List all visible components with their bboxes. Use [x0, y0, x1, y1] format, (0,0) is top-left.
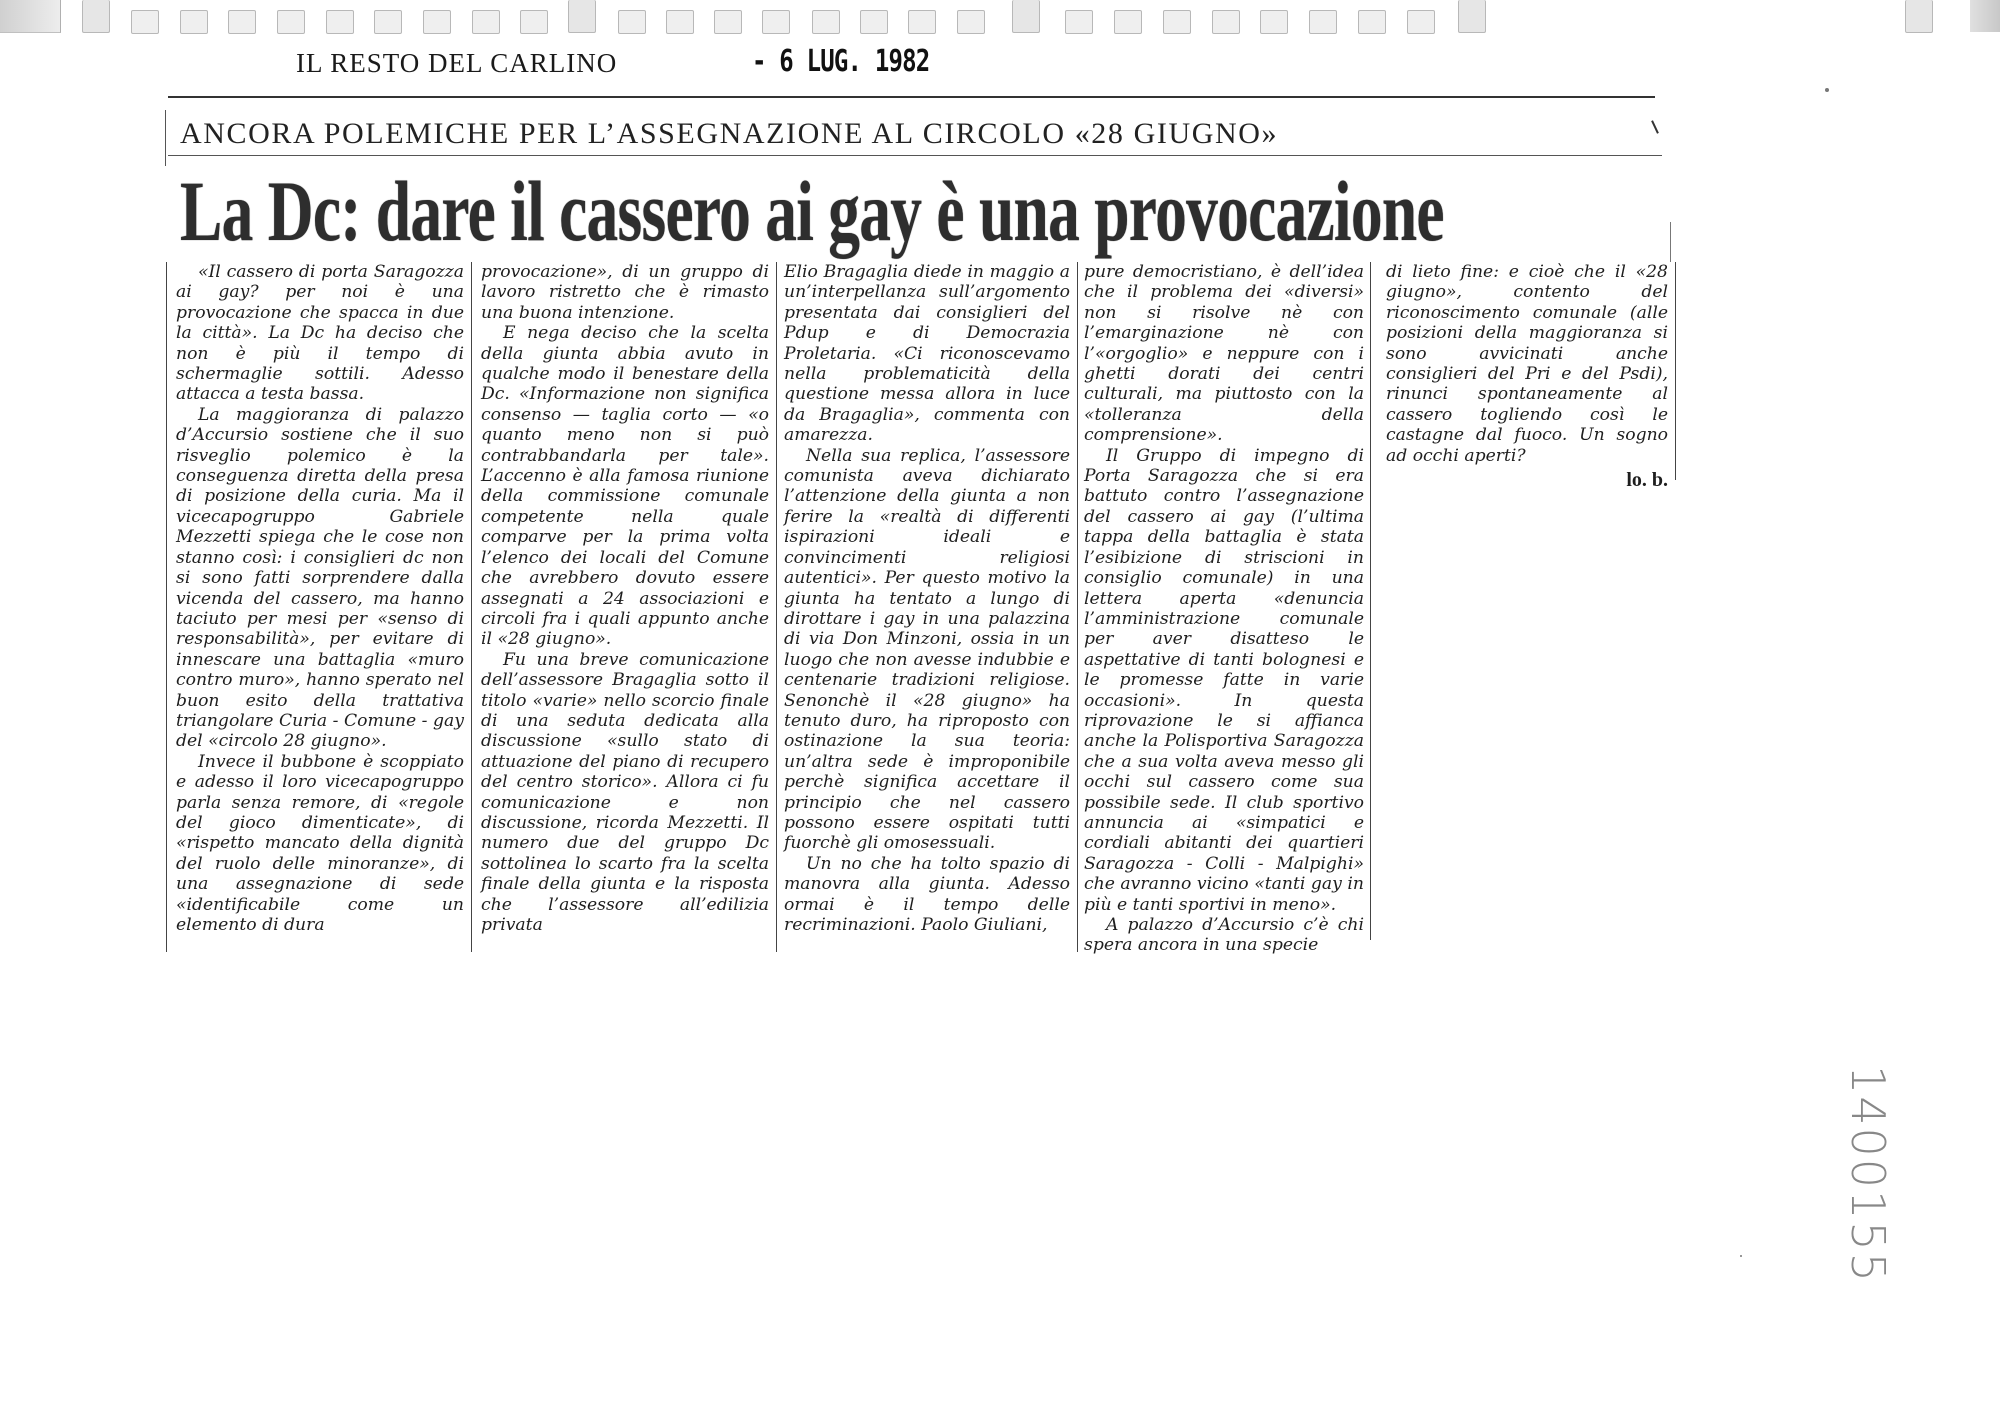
date-stamp: - 6 LUG. 1982 [752, 44, 930, 79]
binder-hole-strip [0, 0, 2000, 40]
paragraph: «Il cassero di porta Saragozza ai gay? per noi è una provocazione che spacca in due la città». La Dc ha deciso che non è più il tempo di schermaglie sottili. Adesso attacca a testa bassa. [176, 262, 464, 405]
binder-hole [1163, 10, 1191, 34]
paragraph: Fu una breve comunicazione dell’assessore Bragaglia sotto il titolo «varie» nello scorcio finale di una seduta dedicata alla discussione «sullo stato di attuazione del piano di recupero del centro storico». Allora ci fu comunicazione e non discussione, ricorda Mezzetti. Il numero due del gruppo Dc sottolinea lo scarto fra la scelta finale della giunta e la risposta che l’assessore all’edilizia privata [481, 649, 769, 935]
paragraph: di lieto fine: e cioè che il «28 giugno», contento del riconoscimento comunale (alle posizioni della maggioranza si sono avvicinati anche consiglieri del Pri e del Psdi), rinunci spontaneamente al cassero togliendo così le castagne dal fuoco. Un sogno ad occhi aperti? [1386, 262, 1668, 466]
binder-hole [908, 10, 936, 34]
paragraph: Invece il bubbone è scoppiato e adesso il loro vicecapogruppo parla senza remore, di «regole del gioco dimenticate», di «rispetto mancato della dignità del ruolo delle minoranze», di una assegnazione di sede «identificabile come un elemento di dura [176, 751, 464, 935]
column-rule [166, 262, 167, 952]
paragraph: provocazione», di un gruppo di lavoro ristretto che è rimasto una buona intenzione. [481, 262, 769, 323]
binder-hole [277, 10, 305, 34]
article-column-1 [176, 262, 464, 935]
paragraph: E nega deciso che la scelta della giunta abbia avuto in qualche modo il benestare della Dc. «Informazione non significa consenso — taglia corto — «o quanto meno non si può contrabbandarla per tale». L’accenno è alla famosa riunione della commissione comunale competente nella quale comparve per la prima volta l’elenco dei locali del Comune che avrebbero dovuto essere assegnati a 24 associazioni e circoli fra i quali appunto anche il «28 giugno». [481, 323, 769, 650]
binder-hole [326, 10, 354, 34]
binder-hole [618, 10, 646, 34]
paragraph: A palazzo d’Accursio c’è chi spera ancora in una specie [1084, 915, 1364, 956]
handwritten-archive-number: 1400155 [1841, 1065, 1895, 1284]
paragraph: Elio Bragaglia diede in maggio a un’interpellanza sull’argomento presentata dai consiglieri del Pdup e di Democrazia Proletaria. «Ci riconoscevamo nella problematicità della questione messa allora in luce da Bragaglia», commenta con amarezza. [784, 262, 1070, 446]
newspaper-name: IL RESTO DEL CARLINO [296, 48, 618, 78]
binder-hole [812, 10, 840, 34]
column-rule [471, 262, 472, 952]
column-rule [1675, 262, 1676, 480]
ink-speck [1740, 1255, 1742, 1257]
binder-hole [1260, 10, 1288, 34]
page-corner-shadow [0, 0, 61, 33]
article-column-4 [1084, 262, 1364, 956]
binder-hole [1407, 10, 1435, 34]
binder-hole [860, 10, 888, 34]
binder-hole [1065, 10, 1093, 34]
binder-hole [568, 0, 596, 33]
column-rule [776, 262, 777, 952]
article-column-2 [481, 262, 769, 935]
binder-hole [1358, 10, 1386, 34]
binder-hole [1309, 10, 1337, 34]
binder-hole [714, 10, 742, 34]
paragraph: Un no che ha tolto spazio di manovra alla giunta. Adesso ormai è il tempo delle recriminazioni. Paolo Giuliani, [784, 853, 1070, 935]
binder-hole [666, 10, 694, 34]
binder-hole [1212, 10, 1240, 34]
author-signature: lo. b. [1626, 469, 1668, 492]
kicker: ANCORA POLEMICHE PER L’ASSEGNAZIONE AL CIRCOLO «28 GIUGNO» [180, 117, 1279, 150]
paragraph: Il Gruppo di impegno di Porta Saragozza che si era battuto contro l’assegnazione del cassero ai gay (l’ultima tappa della battaglia è stata l’esibizione di striscioni in consiglio comunale) in una lettera aperta «denuncia l’amministrazione comunale per aver disatteso le aspettative di tanti bolognesi e le promesse fatte in varie occasioni». In questa riprovazione le si affianca anche la Polisportiva Saragozza che a sua volta aveva messo gli occhi sul cassero come sua possibile sede. Il club sportivo annuncia ai «simpatici e cordiali abitanti dei quartieri Saragozza - Colli - Malpighi» che avranno vicino «tanti gay in più e tanti sportivi in meno». [1084, 445, 1364, 915]
page-corner-shadow [1970, 0, 2000, 32]
paragraph: Nella sua replica, l’assessore comunista aveva dichiarato l’attenzione della giunta a non ferire la «realtà di differenti ispirazioni ideali e convincimenti religiosi autentici». Per questo motivo la giunta ha tentato a lungo di dirottare i gay in una palazzina di via Don Minzoni, ossia in un luogo che non avesse indubbie e centenarie tradizioni religiose. Senonchè il «28 giugno» ha tenuto duro, ha riproposto con ostinazione la sua teoria: un’altra sede è improponibile perchè significa accettare il principio che nel cassero possono essere ospitati tutti fuorchè gli omosessuali. [784, 445, 1070, 854]
headline: La Dc: dare il cassero ai gay è una provocazione [180, 163, 1444, 259]
binder-hole [1458, 0, 1486, 33]
binder-hole [180, 10, 208, 34]
binder-hole [762, 10, 790, 34]
divider [168, 155, 1662, 156]
binder-hole [82, 0, 110, 33]
binder-hole [1905, 0, 1933, 33]
binder-hole [228, 10, 256, 34]
binder-hole [374, 10, 402, 34]
article-column-5 [1386, 262, 1668, 490]
divider [1670, 222, 1671, 262]
binder-hole [1114, 10, 1142, 34]
binder-hole [520, 10, 548, 34]
column-rule [1370, 262, 1371, 940]
article-column-3 [784, 262, 1070, 935]
binder-hole [423, 10, 451, 34]
paragraph: pure democristiano, è dell’idea che il problema dei «diversi» non si risolve nè con l’emarginazione nè con l’«orgoglio» e neppure con i ghetti dorati dei centri culturali, ma piuttosto con la «tolleranza della comprensione». [1084, 262, 1364, 446]
binder-hole [131, 10, 159, 34]
binder-hole [957, 10, 985, 34]
divider [165, 110, 166, 166]
paragraph: La maggioranza di palazzo d’Accursio sostiene che il suo risveglio polemico è la conseguenza diretta della presa di posizione della curia. Ma il vicecapogruppo Gabriele Mezzetti spiega che le cose non stanno così: i consiglieri dc non si sono fatti sorprendere dalla vicenda del cassero, ma hanno taciuto per mesi per «senso di responsabilità», per evitare di innescare una battaglia «muro contro muro», hanno sperato nel buon esito della trattativa triangolare Curia - Comune - gay del «circolo 28 giugno». [176, 404, 464, 752]
ink-speck [1825, 88, 1829, 92]
divider [168, 96, 1655, 98]
ink-mark [1651, 120, 1659, 134]
binder-hole [1012, 0, 1040, 33]
binder-hole [472, 10, 500, 34]
column-rule [1077, 262, 1078, 952]
